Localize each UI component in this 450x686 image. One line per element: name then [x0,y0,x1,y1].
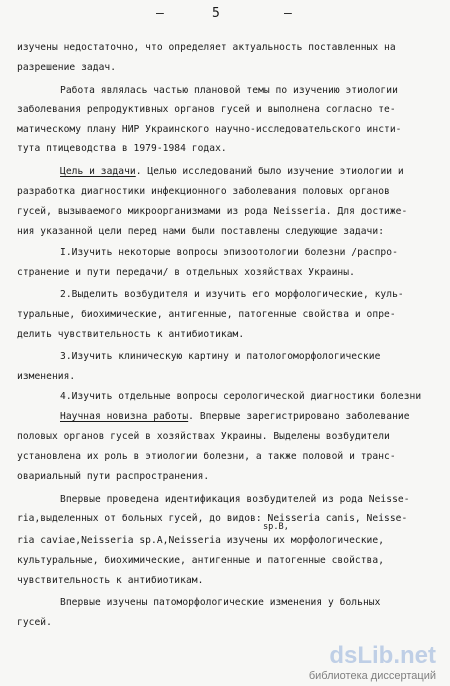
text-line: 3.Изучить клиническую картину и патологоморфологические [60,351,381,362]
text-line: гусей. [17,617,52,628]
text-line: делить чувствительность к антибиотикам. [17,329,245,340]
text-line: заболевания репродуктивных органов гусей и выполнена согласно те- [17,104,396,115]
header-dash-right: — [284,6,292,21]
page-number: 5 [212,6,220,21]
text-line: изменения. [17,371,76,382]
dslib-subtitle: библиотека диссертаций [308,670,436,682]
text-line: странение и пути передачи/ в отдельных хозяйствах Украины. [17,267,355,278]
text-line: разработка диагностики инфекционного заболевания половых органов [17,186,390,197]
strain-superscript: sp.B, [263,522,289,532]
text-line: половых органов гусей в хозяйствах Украины. Выделены возбудители [17,431,390,442]
text-line: культуральные, биохимические, антигенные и патогенные свойства, [17,555,385,566]
text-line: разрешение задач. [17,62,117,73]
text-line: ния указанной цели перед нами были поставлены следующие задачи: [17,226,385,237]
section-heading-novelty: Научная новизна работы [60,411,189,422]
text-line: овариальный пути распространения. [17,471,210,482]
text-line: туральные, биохимические, антигенные, патогенные свойства и опре- [17,309,396,320]
text-line: изучены недостаточно, что определяет актуальность поставленных на [17,42,396,53]
text-line: Работа являлась частью плановой темы по изучению этиологии [60,85,398,96]
text-line: гусей, вызываемого микроорганизмами из рода Neisseria. Для достиже- [17,206,408,217]
text-line: I.Изучить некоторые вопросы эпизоотологии болезни /распро- [60,247,398,258]
text-line: Впервые проведена идентификация возбудителей из рода Neisse- [60,494,410,505]
text-line: чувствительность к антибиотикам. [17,575,204,586]
text-line: Впервые изучены патоморфологические изменения у больных [60,597,381,608]
page-header [0,6,450,26]
text-fragment: . Впервые зарегистрировано заболевание [188,411,410,422]
dslib-logo: dsLib.net [329,642,436,669]
text-line: 4.Изучить отдельные вопросы серологической диагностики болезни [60,391,422,402]
text-line: тута птицеводства в 1979-1984 годах. [17,143,227,154]
watermark [0,640,450,686]
header-dash-left: — [156,6,164,21]
text-fragment: . Целью исследований было изучение этиологии и [135,166,404,177]
section-heading-goals: Цель и задачи [60,166,136,177]
text-line: установлена их роль в этиологии болезни, а также половой и транс- [17,451,396,462]
text-line [60,411,410,423]
text-line [60,166,404,178]
text-line: ria,выделенных от больных гусей, до видов: Neisseria canis, Neisse- [17,513,408,524]
text-line: 2.Выделить возбудителя и изучить его морфологические, куль- [60,289,404,300]
text-line: матическому плану НИР Украинского научно-исследовательского инсти- [17,124,402,135]
text-line: ria caviae,Neisseria sp.A,Neisseria изучены их морфологические, [17,535,385,546]
